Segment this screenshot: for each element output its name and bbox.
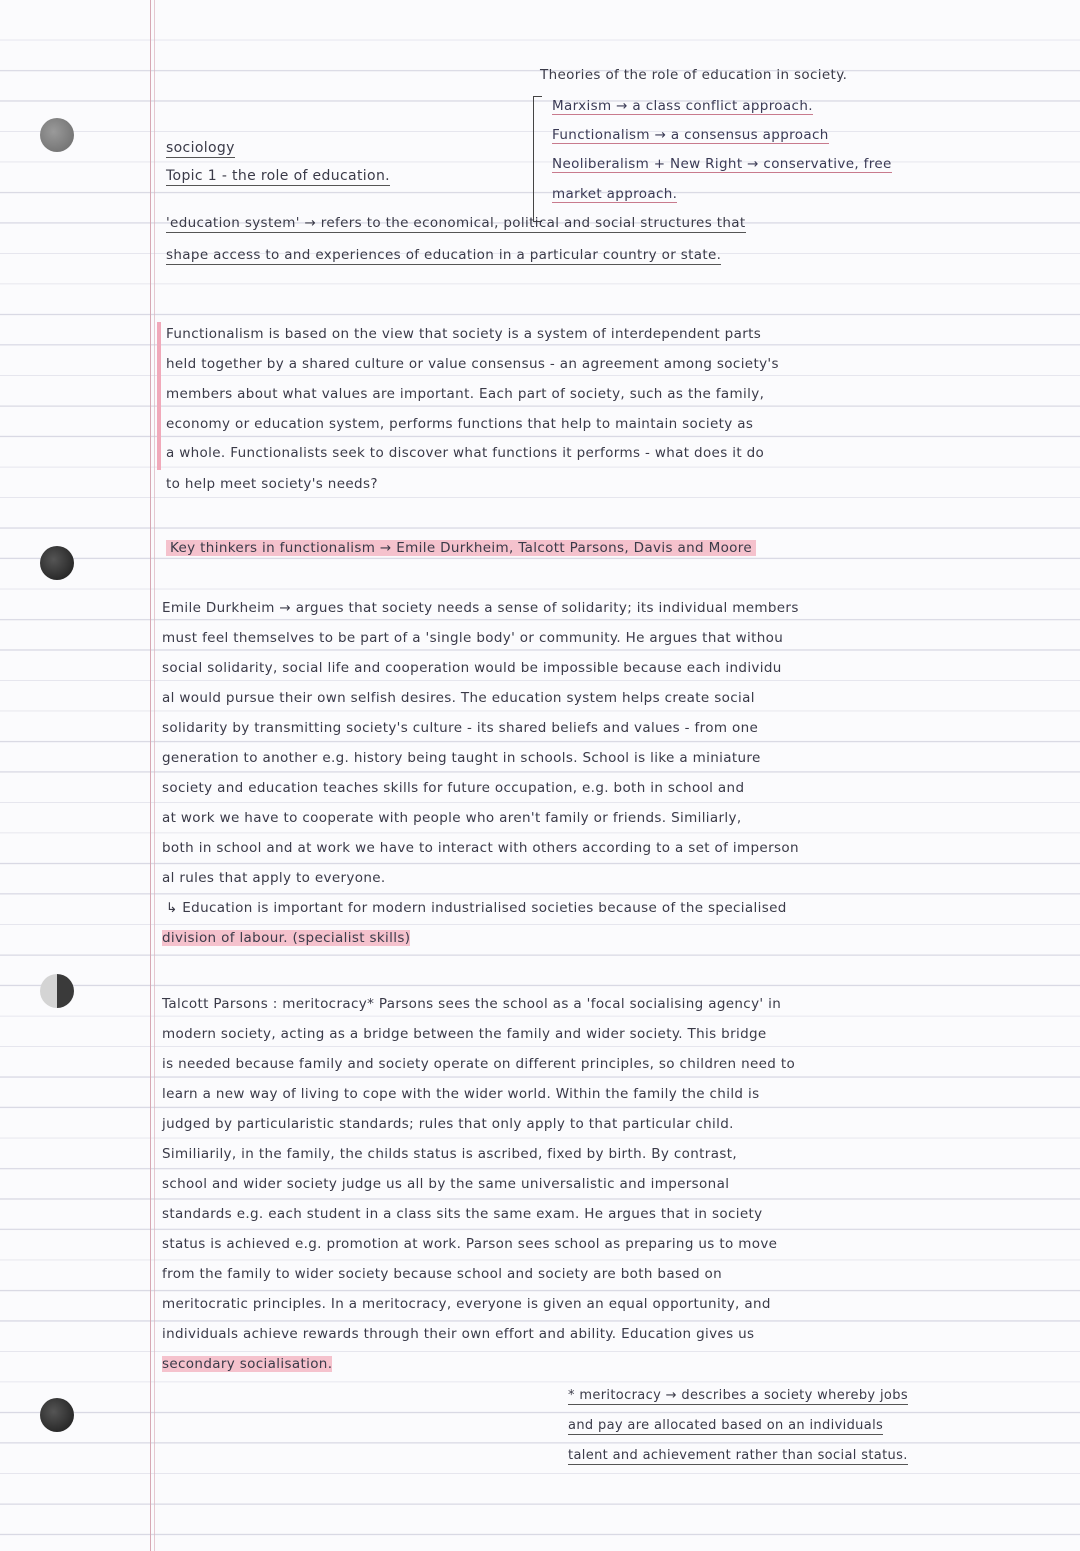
durkheim-line: must feel themselves to be part of a 'single body' or community. He argues that withou: [162, 630, 784, 646]
meritocracy-footnote: talent and achievement rather than social status.: [568, 1448, 908, 1463]
theories-title: Theories of the role of education in society.: [540, 67, 848, 83]
meritocracy-footnote: and pay are allocated based on an individuals: [568, 1418, 884, 1433]
durkheim-line: Emile Durkheim → argues that society needs a sense of solidarity; its individual members: [162, 600, 799, 616]
punch-hole: [40, 118, 74, 152]
punch-hole: [40, 974, 74, 1008]
margin-line-inner: [154, 0, 155, 1551]
definition-line: shape access to and experiences of education in a particular country or state.: [166, 247, 722, 263]
parsons-line: Talcott Parsons : meritocracy* Parsons sees the school as a 'focal socialising agency' in: [162, 996, 782, 1012]
theory-functionalism: Functionalism → a consensus approach: [552, 127, 829, 143]
durkheim-line: division of labour. (specialist skills): [162, 930, 411, 946]
parsons-line: meritocratic principles. In a meritocracy, everyone is given an equal opportunity, and: [162, 1296, 771, 1312]
durkheim-line: al would pursue their own selfish desires. The education system helps create social: [162, 690, 755, 706]
key-thinkers: Key thinkers in functionalism → Emile Durkheim, Talcott Parsons, Davis and Moore: [166, 540, 756, 556]
durkheim-line: society and education teaches skills for future occupation, e.g. both in school and: [162, 780, 745, 796]
functionalism-line: Functionalism is based on the view that society is a system of interdependent parts: [166, 326, 762, 342]
functionalism-line: to help meet society's needs?: [166, 476, 378, 492]
theories-bracket: [533, 96, 542, 222]
parsons-line: judged by particularistic standards; rules that only apply to that particular child.: [162, 1116, 734, 1132]
functionalism-line: economy or education system, performs functions that help to maintain society as: [166, 416, 754, 432]
functionalism-line: members about what values are important. Each part of society, such as the family,: [166, 386, 765, 402]
parsons-line: Similiarily, in the family, the childs status is ascribed, fixed by birth. By contrast,: [162, 1146, 737, 1162]
parsons-line: standards e.g. each student in a class sits the same exam. He argues that in society: [162, 1206, 763, 1222]
durkheim-line: both in school and at work we have to interact with others according to a set of imperson: [162, 840, 799, 856]
parsons-line: individuals achieve rewards through their own effort and ability. Education gives us: [162, 1326, 755, 1342]
subject-heading: sociology: [166, 140, 235, 156]
highlight-bar: [157, 322, 161, 470]
theory-marxism: Marxism → a class conflict approach.: [552, 98, 813, 114]
functionalism-line: a whole. Functionalists seek to discover what functions it performs - what does it do: [166, 445, 765, 461]
punch-hole: [40, 1398, 74, 1432]
durkheim-line: social solidarity, social life and cooperation would be impossible because each individu: [162, 660, 782, 676]
durkheim-line: ↳ Education is important for modern industrialised societies because of the specialised: [166, 900, 787, 916]
theory-neoliberalism: Neoliberalism + New Right → conservative, free: [552, 156, 892, 172]
definition-line: 'education system' → refers to the economical, political and social structures that: [166, 215, 746, 231]
theory-neoliberalism-cont: market approach.: [552, 186, 678, 202]
margin-line: [150, 0, 151, 1551]
parsons-line: is needed because family and society operate on different principles, so children need to: [162, 1056, 796, 1072]
meritocracy-footnote: * meritocracy → describes a society whereby jobs: [568, 1388, 908, 1403]
durkheim-line: al rules that apply to everyone.: [162, 870, 386, 886]
parsons-line: status is achieved e.g. promotion at work. Parson sees school as preparing us to move: [162, 1236, 778, 1252]
functionalism-line: held together by a shared culture or value consensus - an agreement among society's: [166, 356, 779, 372]
punch-hole: [40, 546, 74, 580]
durkheim-line: generation to another e.g. history being taught in schools. School is like a miniature: [162, 750, 761, 766]
durkheim-line: at work we have to cooperate with people who aren't family or friends. Similiarly,: [162, 810, 742, 826]
parsons-line: modern society, acting as a bridge between the family and wider society. This bridge: [162, 1026, 767, 1042]
topic-heading: Topic 1 - the role of education.: [166, 168, 390, 184]
parsons-line: from the family to wider society because school and society are both based on: [162, 1266, 723, 1282]
parsons-line: learn a new way of living to cope with the wider world. Within the family the child is: [162, 1086, 760, 1102]
durkheim-line: solidarity by transmitting society's culture - its shared beliefs and values - from one: [162, 720, 759, 736]
parsons-line: school and wider society judge us all by the same universalistic and impersonal: [162, 1176, 730, 1192]
parsons-line: secondary socialisation.: [162, 1356, 333, 1372]
